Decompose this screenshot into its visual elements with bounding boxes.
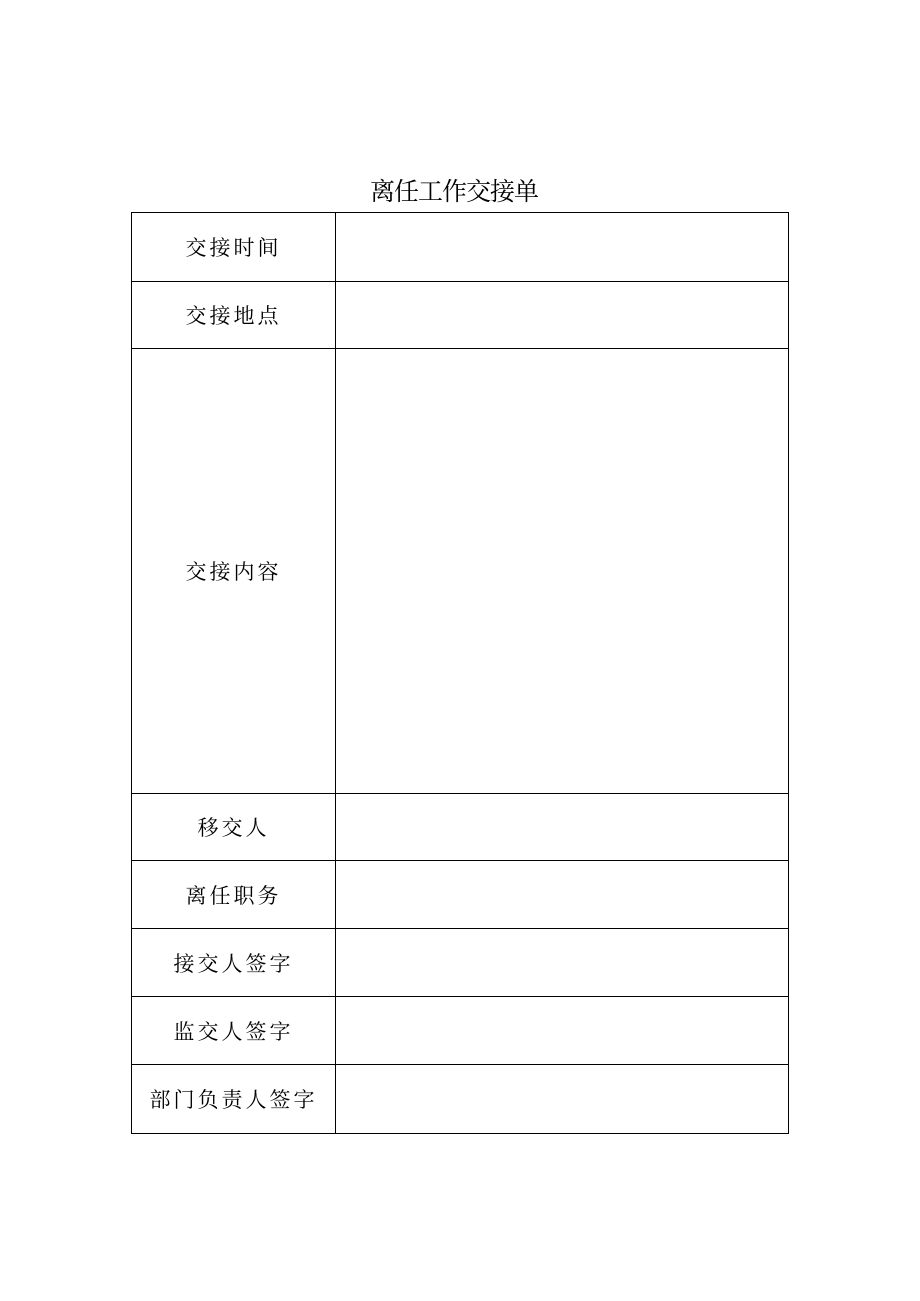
table-row xyxy=(132,1065,789,1134)
handover-content-field[interactable] xyxy=(336,349,789,794)
handover-time-field[interactable] xyxy=(336,213,789,282)
table-row xyxy=(132,794,789,861)
table-row xyxy=(132,349,789,794)
table-row xyxy=(132,213,789,282)
label-departing-position: 离任职务 xyxy=(132,861,336,929)
page-title: 离任工作交接单 xyxy=(369,177,538,206)
label-handover-location: 交接地点 xyxy=(132,282,336,349)
table-row xyxy=(132,929,789,997)
label-department-head-signature: 部门负责人签字 xyxy=(132,1065,336,1134)
table-row xyxy=(132,282,789,349)
label-transferor: 移交人 xyxy=(132,794,336,861)
receiver-signature-field[interactable] xyxy=(336,929,789,997)
departing-position-field[interactable] xyxy=(336,861,789,929)
transferor-field[interactable] xyxy=(336,794,789,861)
department-head-signature-field[interactable] xyxy=(336,1065,789,1134)
table-row xyxy=(132,997,789,1065)
handover-location-field[interactable] xyxy=(336,282,789,349)
label-handover-time: 交接时间 xyxy=(132,213,336,282)
table-row xyxy=(132,861,789,929)
label-supervisor-signature: 监交人签字 xyxy=(132,997,336,1065)
supervisor-signature-field[interactable] xyxy=(336,997,789,1065)
label-receiver-signature: 接交人签字 xyxy=(132,929,336,997)
label-handover-content: 交接内容 xyxy=(132,349,336,794)
handover-form-table xyxy=(131,212,789,1134)
